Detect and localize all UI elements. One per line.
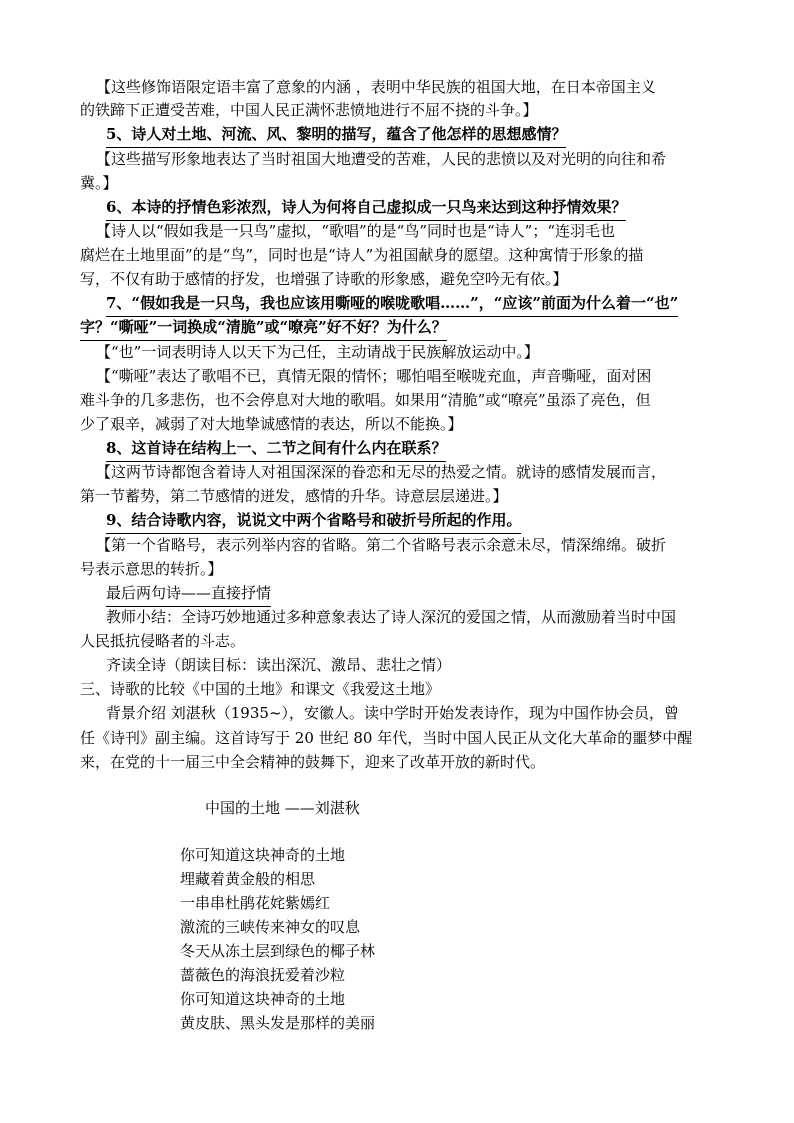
answer-8-line2: 第一节蓄势，第二节感情的迸发，感情的升华。诗意层层递进。】 xyxy=(80,487,508,505)
background-line3: 来，在党的十一届三中全会精神的鼓舞下，迎来了改革开放的新时代。 xyxy=(80,753,546,771)
question-6: 6、本诗的抒情色彩浓烈，诗人为何将自己虚拟成一只鸟来达到这种抒情效果？ xyxy=(106,197,626,221)
answer-6-line2: 腐烂在土地里面”的是“鸟”，同时也是“诗人”为祖国献身的愿望。这种寓情于形象的描 xyxy=(80,246,644,264)
poem-line: 你可知道这块神奇的土地 xyxy=(180,990,346,1008)
answer-5-line2: 冀。】 xyxy=(80,174,118,192)
background-line1: 背景介绍 刘湛秋（1935~），安徽人。读中学时开始发表诗作，现为中国作协会员，曾 xyxy=(106,704,680,722)
poem-title: 中国的土地 ——刘湛秋 xyxy=(205,799,360,817)
answer-6-line1: 【诗人以“假如我是一只鸟”虚拟，“歌唱”的是“鸟”同时也是“诗人”；“连羽毛也 xyxy=(96,222,616,240)
teacher-summary-line2: 人民抵抗侵略者的斗志。 xyxy=(80,632,246,650)
answer-6-line3: 写，不仅有助于感情的抒发，也增强了诗歌的形象感，避免空吟无有依。】 xyxy=(80,270,568,288)
answer-9-line1: 【第一个省略号，表示列举内容的省略。第二个省略号表示余意未尽，情深绵绵。破折 xyxy=(96,536,667,554)
question-8: 8、这首诗在结构上一、二节之间有什么内在联系？ xyxy=(106,438,446,462)
question-7-line1: 7、“假如我是一只鸟，我也应该用嘶哑的喉咙歌唱……”，“应该”前面为什么着一“也” xyxy=(106,293,678,317)
teacher-summary-line1: 教师小结：全诗巧妙地通过多种意象表达了诗人深沉的爱国之情，从而激励着当时中国 xyxy=(106,608,677,626)
answer-5-line1: 【这些描写形象地表达了当时祖国大地遭受的苦难，人民的悲愤以及对光明的向往和希 xyxy=(96,150,667,168)
poem-line: 黄皮肤、黑头发是那样的美丽 xyxy=(180,1014,376,1032)
poem-line: 冬天从冻土层到绿色的椰子林 xyxy=(180,942,376,960)
poem-line: 埋藏着黄金般的相思 xyxy=(180,870,316,888)
p1-line2: 的铁蹄下正遭受苦难，中国人民正满怀悲愤地进行不屈不挠的斗争。】 xyxy=(80,101,538,119)
question-7-line2: 字？“嘶哑”一词换成“清脆”或“嘹亮”好不好？为什么？ xyxy=(80,317,447,341)
answer-7a: 【“也”一词表明诗人以天下为己任，主动请战于民族解放运动中。】 xyxy=(96,343,539,361)
answer-7b-line1: 【“嘶哑”表达了歌唱不已，真情无限的情怀；哪怕唱至喉咙充血，声音嘶哑，面对困 xyxy=(96,367,652,385)
last-two-lines-heading: 最后两句诗——直接抒情 xyxy=(106,583,271,607)
p1-line1: 【这些修饰语限定语丰富了意象的内涵 ，表明中华民族的祖国大地，在日本帝国主义 xyxy=(96,78,656,96)
section-3-heading: 三、诗歌的比较《中国的土地》和课文《我爱这土地》 xyxy=(80,680,441,698)
answer-7b-line3: 少了艰辛，减弱了对大地挚诚感情的表达，所以不能换。】 xyxy=(80,415,463,433)
question-9: 9、结合诗歌内容，说说文中两个省略号和破折号所起的作用。 xyxy=(106,510,521,534)
poem-line: 你可知道这块神奇的土地 xyxy=(180,846,346,864)
poem-line: 一串串杜鹃花姹紫嫣红 xyxy=(180,894,331,912)
answer-9-line2: 号表示意思的转折。】 xyxy=(80,560,223,578)
background-line2: 任《诗刊》副主编。这首诗写于 20 世纪 80 年代，当时中国人民正从文化大革命的噩梦中醒 xyxy=(80,729,693,747)
question-5: 5、诗人对土地、河流、风、黎明的描写，蕴含了他怎样的思想感情？ xyxy=(106,124,566,148)
answer-8-line1: 【这两节诗都饱含着诗人对祖国深深的眷恋和无尽的热爱之情。就诗的感情发展而言， xyxy=(96,463,667,481)
poem-line: 激流的三峡传来神女的叹息 xyxy=(180,918,361,936)
answer-7b-line2: 难斗争的几多悲伤，也不会停息对大地的歌唱。如果用“清脆”或“嘹亮”虽添了亮色，但 xyxy=(80,391,651,409)
read-aloud-instruction: 齐读全诗（朗读目标：读出深沉、激昂、悲壮之情） xyxy=(106,656,452,674)
poem-line: 蔷薇色的海浪抚爱着沙粒 xyxy=(180,966,346,984)
